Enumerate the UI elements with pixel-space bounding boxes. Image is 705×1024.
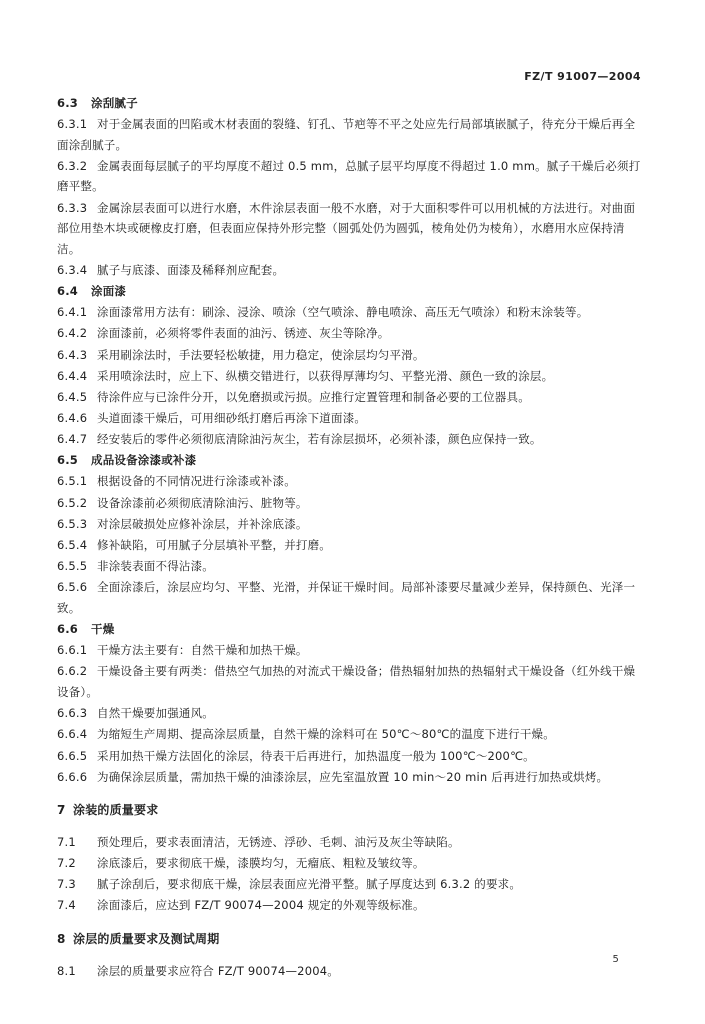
clause [57, 471, 643, 492]
clause-text: 对于金属表面的凹陷或木材表面的裂缝、钉孔、节疤等不平之处应先行局部填嵌腻子，待充分干燥后再全面涂刮腻子。 [57, 117, 636, 152]
clause-number: 8 [57, 931, 66, 946]
section-heading [57, 799, 643, 821]
clause-number: 6.5.4 [57, 538, 88, 552]
clause [57, 302, 643, 323]
clause-number: 6.5.3 [57, 516, 88, 531]
clause-number: 6.5 [57, 453, 78, 468]
clause-number: 6.6.6 [57, 769, 88, 784]
clause [57, 724, 643, 745]
clause-number: 6.3.1 [57, 117, 88, 131]
clause-text: 腻子与底漆、面漆及稀释剂应配套。 [97, 262, 285, 277]
standard-code: FZ/T 91007—2004 [524, 70, 641, 83]
clause-number: 6.4.7 [57, 432, 88, 447]
clause-number: 6.6 [57, 622, 78, 637]
clause [57, 661, 643, 702]
clause-text: 自然干燥要加强通风。 [97, 706, 214, 721]
page-number: 5 [612, 954, 619, 965]
spacer [57, 788, 643, 799]
clause [57, 260, 643, 281]
clause [57, 832, 643, 853]
clause [57, 853, 643, 874]
clause-number: 6.3 [57, 96, 78, 110]
clause-text: 涂面漆前，必须将零件表面的油污、锈迹、灰尘等除净。 [97, 326, 390, 341]
clause [57, 895, 643, 916]
clause-number: 6.4.2 [57, 326, 88, 341]
clause-number: 6.6.5 [57, 748, 88, 763]
clause-number: 6.6.2 [57, 664, 88, 679]
clause-text: 腻子涂刮后，要求彻底干燥，涂层表面应光滑平整。腻子厚度达到 6.3.2 的要求。 [97, 877, 522, 892]
clause-number: 6.6.3 [57, 706, 88, 721]
clause-text: 为缩短生产周期、提高涂层质量，自然干燥的涂料可在 50℃～80℃的温度下进行干燥。 [97, 727, 555, 742]
clause-number: 6.4.1 [57, 305, 88, 320]
section-heading [57, 93, 643, 114]
clause-number: 6.5.2 [57, 495, 88, 510]
clause [57, 961, 643, 982]
clause-text: 非涂装表面不得沾漆。 [97, 559, 214, 574]
clause-text: 采用加热干燥方法固化的涂层，待表干后再进行，加热温度一般为 100℃～200℃。 [97, 748, 535, 763]
document-body [57, 93, 643, 982]
clause-number: 6.3.2 [57, 158, 88, 173]
clause-text: 涂面漆后，应达到 FZ/T 90074—2004 规定的外观等级标准。 [97, 898, 425, 913]
clause-number: 6.4.5 [57, 389, 88, 404]
spacer [57, 821, 643, 832]
clause-text: 涂装的质量要求 [73, 802, 159, 817]
clause [57, 746, 643, 767]
clause-text: 干燥设备主要有两类：借热空气加热的对流式干燥设备；借热辐射加热的热辐射式干燥设备（红外线干燥设备）。 [57, 664, 636, 699]
clause [57, 767, 643, 788]
clause [57, 408, 643, 429]
clause-text: 涂刮腻子 [91, 96, 138, 110]
clause [57, 323, 643, 344]
clause-number: 6.4.6 [57, 411, 88, 426]
clause [57, 556, 643, 577]
clause [57, 493, 643, 514]
clause-number: 7.4 [57, 898, 76, 913]
spacer [57, 917, 643, 928]
clause-text: 干燥 [91, 622, 115, 637]
clause [57, 535, 643, 556]
clause-number: 6.5.5 [57, 559, 88, 574]
clause [57, 366, 643, 387]
clause-text: 金属表面每层腻子的平均厚度不超过 0.5 mm，总腻子层平均厚度不得超过 1.0 mm。腻子干燥后必须打磨平整。 [57, 158, 641, 194]
clause-text: 经安装后的零件必须彻底清除油污灰尘，若有涂层损坏，必须补漆，颜色应保持一致。 [97, 432, 542, 447]
clause-number: 6.5.1 [57, 474, 88, 489]
clause-text: 头道面漆干燥后，可用细砂纸打磨后再涂下道面漆。 [97, 411, 367, 426]
clause [57, 514, 643, 535]
clause-number: 7.1 [57, 834, 76, 849]
clause-text: 对涂层破损处应修补涂层，并补涂底漆。 [97, 516, 308, 531]
clause-text: 采用喷涂法时，应上下、纵横交错进行，以获得厚薄均匀、平整光滑、颜色一致的涂层。 [97, 368, 554, 383]
clause [57, 703, 643, 724]
clause-number: 6.5.6 [57, 580, 88, 595]
section-heading [57, 281, 643, 302]
clause-number: 6.4.4 [57, 368, 88, 383]
section-heading [57, 450, 643, 471]
clause-text: 预处理后，要求表面清洁，无锈迹、浮砂、毛刺、油污及灰尘等缺陷。 [97, 834, 460, 849]
clause-text: 涂底漆后，要求彻底干燥，漆膜均匀，无瘤底、粗粒及皱纹等。 [97, 856, 425, 871]
clause-text: 涂面漆 [91, 284, 127, 299]
clause-number: 7 [57, 802, 66, 817]
clause-text: 成品设备涂漆或补漆 [91, 453, 197, 468]
clause-text: 涂面漆常用方法有：刷涂、浸涂、喷涂（空气喷涂、静电喷涂、高压无气喷涂）和粉末涂装等。 [97, 305, 589, 320]
clause [57, 429, 643, 450]
clause-text: 修补缺陷，可用腻子分层填补平整，并打磨。 [97, 538, 331, 552]
clause [57, 345, 643, 366]
clause [57, 198, 643, 260]
section-heading [57, 619, 643, 640]
clause-number: 6.4 [57, 284, 78, 299]
clause [57, 114, 643, 155]
clause-text: 涂层的质量要求应符合 FZ/T 90074—2004。 [97, 963, 339, 978]
clause-text: 根据设备的不同情况进行涂漆或补漆。 [97, 474, 296, 489]
clause-text: 待涂件应与已涂件分开，以免磨损或污损。应推行定置管理和制备必要的工位器具。 [97, 389, 530, 404]
clause-text: 涂层的质量要求及测试周期 [73, 931, 220, 946]
clause [57, 640, 643, 661]
clause-text: 为确保涂层质量，需加热干燥的油漆涂层，应先室温放置 10 min～20 min 后再进行加热或烘烤。 [97, 769, 609, 784]
clause [57, 577, 643, 618]
clause-text: 设备涂漆前必须彻底清除油污、脏物等。 [97, 495, 308, 510]
clause-number: 6.3.4 [57, 262, 88, 277]
clause [57, 874, 643, 895]
clause-text: 干燥方法主要有：自然干燥和加热干燥。 [97, 643, 308, 658]
clause-number: 7.3 [57, 877, 76, 892]
clause-number: 6.4.3 [57, 347, 88, 362]
clause-text: 全面涂漆后，涂层应均匀、平整、光滑，并保证干燥时间。局部补漆要尽量减少差异，保持颜色、光泽一致。 [57, 580, 636, 615]
clause-number: 6.6.1 [57, 643, 88, 658]
section-heading [57, 928, 643, 950]
spacer [57, 950, 643, 961]
clause-number: 7.2 [57, 856, 76, 871]
clause-text: 采用刷涂法时，手法要轻松敏捷，用力稳定，使涂层均匀平滑。 [97, 347, 425, 362]
clause-number: 6.6.4 [57, 727, 88, 742]
clause-number: 6.3.3 [57, 200, 88, 215]
clause-number: 8.1 [57, 963, 76, 978]
clause-text: 金属涂层表面可以进行水磨，木件涂层表面一般不水磨，对于大面积零件可以用机械的方法进行。对曲面部位用垫木块或硬橡皮打磨，但表面应保持外形完整（圆弧处仍为圆弧，棱角处仍为棱角），水磨用水应保持清洁。 [57, 200, 636, 256]
clause [57, 387, 643, 408]
clause [57, 156, 643, 197]
